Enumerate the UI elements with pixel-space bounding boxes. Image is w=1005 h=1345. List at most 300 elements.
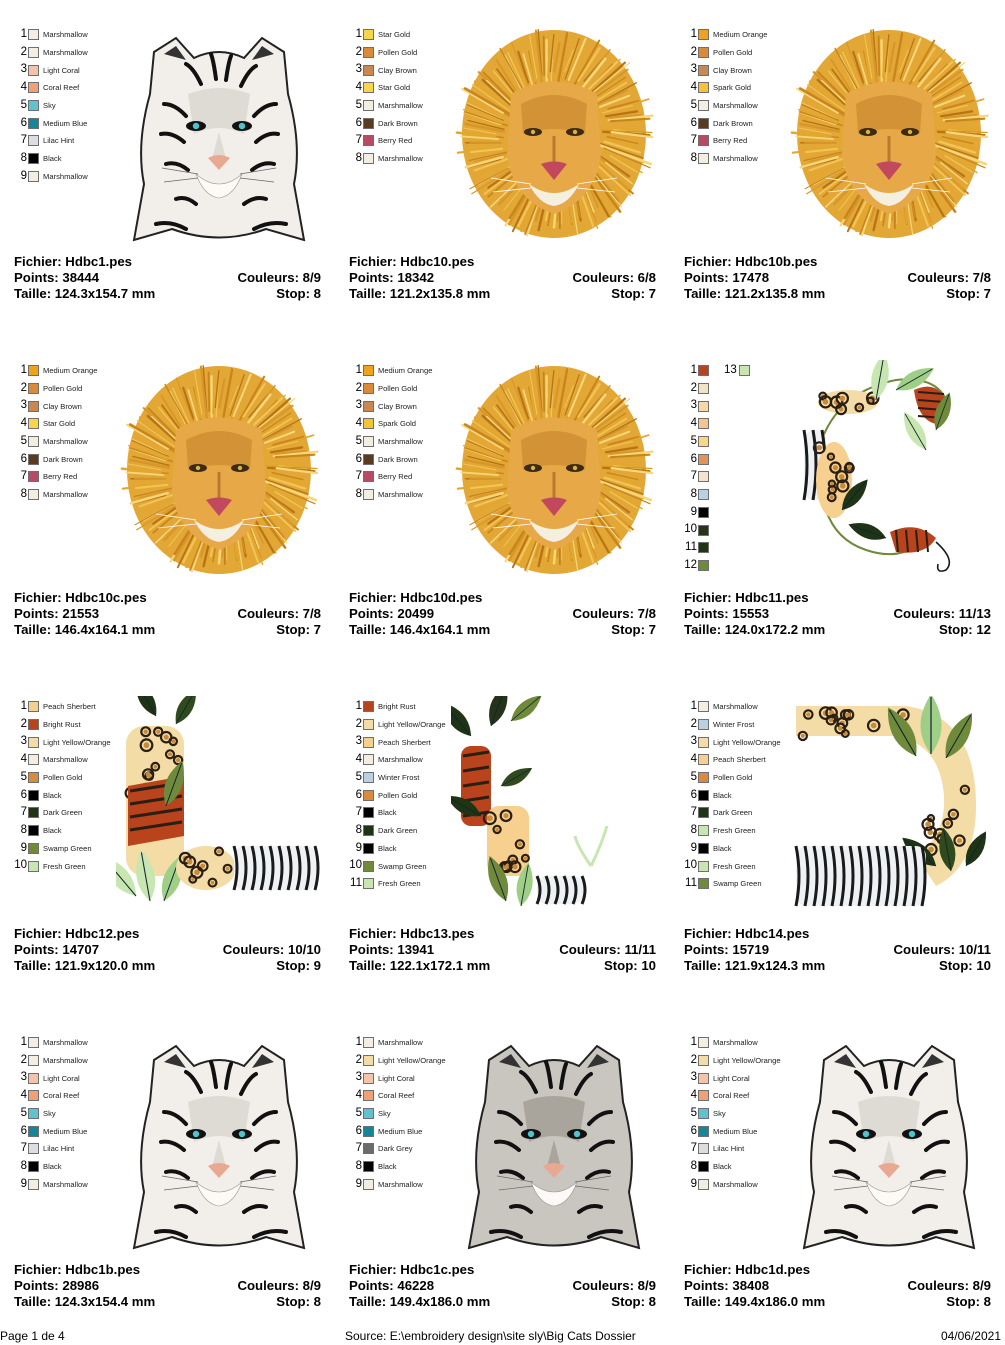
thread-swatch	[698, 471, 709, 482]
design-info	[684, 1262, 991, 1310]
thread-name: Pollen Gold	[43, 384, 83, 394]
thread-name: Pollen Gold	[378, 384, 418, 394]
thread-number: 5	[690, 434, 697, 447]
thread-name: Black	[713, 790, 732, 800]
thread-name: Winter Frost	[713, 720, 755, 730]
thread-name: Pollen Gold	[378, 790, 418, 800]
design-card	[670, 1008, 1005, 1344]
thread-name: Dark Green	[43, 808, 83, 818]
thread-swatch	[363, 1108, 374, 1119]
thread-swatch	[698, 82, 709, 93]
points-value: 14707	[62, 942, 100, 957]
thread-number: 8	[355, 487, 362, 500]
colors-value: 11/13	[958, 606, 991, 621]
thread-swatch	[698, 754, 709, 765]
embroidery-preview-image	[451, 696, 657, 916]
thread-number: 5	[690, 1106, 697, 1119]
file-name: Hdbc13.pes	[400, 926, 475, 941]
thread-swatch	[363, 436, 374, 447]
file-line	[349, 926, 656, 942]
thread-number: 3	[690, 63, 697, 76]
stop-field	[276, 622, 321, 638]
thread-name: Marshmallow	[713, 1038, 758, 1048]
thread-swatch	[28, 843, 39, 854]
thread-number: 2	[355, 1053, 362, 1066]
thread-number: 4	[355, 81, 362, 94]
points-field	[684, 270, 769, 286]
file-name: Hdbc1.pes	[65, 254, 132, 269]
thread-number: 5	[20, 434, 27, 447]
colors-field	[572, 270, 656, 286]
thread-swatch	[363, 843, 374, 854]
thread-swatch	[28, 790, 39, 801]
page-number: Page 1 de 4	[0, 1329, 65, 1343]
colors-value: 8/9	[302, 270, 321, 285]
thread-swatch	[363, 135, 374, 146]
thread-swatch	[698, 1108, 709, 1119]
thread-name: Pollen Gold	[378, 48, 418, 58]
points-colors-line	[684, 1278, 991, 1294]
thread-swatch	[698, 861, 709, 872]
design-info	[684, 590, 991, 638]
size-field	[349, 1294, 490, 1310]
thread-number: 1	[20, 1036, 27, 1049]
thread-number: 3	[355, 63, 362, 76]
design-info	[349, 590, 656, 638]
size-label: Taille:	[684, 622, 725, 637]
file-name: Hdbc10c.pes	[65, 590, 147, 605]
stop-value: 8	[983, 1294, 991, 1309]
thread-name: Swamp Green	[378, 861, 427, 871]
size-field	[684, 286, 825, 302]
stop-value: 9	[313, 958, 321, 973]
thread-swatch	[698, 1179, 709, 1190]
thread-swatch	[28, 47, 39, 58]
thread-number: 8	[355, 151, 362, 164]
points-label: Points:	[14, 1278, 63, 1293]
thread-name: Clay Brown	[713, 65, 752, 75]
thread-name: Marshmallow	[378, 1179, 423, 1189]
file-label: Fichier:	[349, 1262, 401, 1277]
thread-number: 2	[690, 381, 697, 394]
thread-name: Peach Sherbert	[378, 737, 431, 747]
points-colors-line	[14, 942, 321, 958]
thread-name: Dark Green	[378, 826, 418, 836]
thread-swatch	[363, 1055, 374, 1066]
thread-swatch	[363, 383, 374, 394]
thread-number: 1	[690, 28, 697, 41]
thread-swatch	[363, 1090, 374, 1101]
thread-name: Black	[378, 843, 397, 853]
thread-name: Light Coral	[713, 1073, 750, 1083]
thread-swatch	[363, 807, 374, 818]
thread-swatch	[363, 754, 374, 765]
stop-label: Stop:	[611, 286, 649, 301]
thread-swatch	[698, 100, 709, 111]
points-value: 18342	[397, 270, 435, 285]
thread-number: 6	[20, 788, 27, 801]
points-colors-line	[684, 942, 991, 958]
size-value: 121.2x135.8 mm	[389, 286, 491, 301]
thread-number: 3	[355, 399, 362, 412]
file-line	[14, 926, 321, 942]
thread-number: 3	[20, 1071, 27, 1084]
size-field	[684, 622, 825, 638]
thread-swatch	[363, 65, 374, 76]
thread-swatch	[28, 1090, 39, 1101]
thread-number: 7	[20, 134, 27, 147]
thread-swatch	[28, 1143, 39, 1154]
points-label: Points:	[684, 1278, 733, 1293]
stop-label: Stop:	[946, 1294, 984, 1309]
thread-name: Marshmallow	[378, 755, 423, 765]
size-label: Taille:	[349, 286, 390, 301]
thread-name: Light Yellow/Orange	[713, 1056, 781, 1066]
thread-name: Clay Brown	[378, 65, 417, 75]
thread-swatch	[28, 1126, 39, 1137]
points-field	[349, 1278, 434, 1294]
colors-field	[223, 942, 321, 958]
design-card	[670, 0, 1005, 336]
thread-name: Spark Gold	[713, 83, 751, 93]
thread-name: Dark Brown	[43, 454, 83, 464]
thread-number: 3	[20, 63, 27, 76]
points-label: Points:	[684, 942, 733, 957]
thread-name: Fresh Green	[713, 861, 756, 871]
thread-number: 3	[690, 399, 697, 412]
points-label: Points:	[684, 606, 733, 621]
size-field	[349, 958, 490, 974]
file-name: Hdbc1d.pes	[735, 1262, 811, 1277]
thread-name: Star Gold	[378, 30, 411, 40]
thread-swatch	[698, 542, 709, 553]
design-info	[684, 254, 991, 302]
thread-number: 3	[355, 735, 362, 748]
thread-swatch	[698, 1143, 709, 1154]
size-stop-line	[684, 622, 991, 638]
size-value: 121.9x124.3 mm	[724, 958, 826, 973]
points-label: Points:	[349, 942, 398, 957]
stop-label: Stop:	[603, 958, 642, 973]
points-value: 20499	[397, 606, 435, 621]
thread-number: 6	[690, 452, 697, 465]
colors-value: 8/9	[637, 1278, 656, 1293]
points-colors-line	[349, 270, 656, 286]
file-label: Fichier:	[684, 926, 736, 941]
design-info	[349, 254, 656, 302]
file-label: Fichier:	[349, 254, 401, 269]
thread-name: Peach Sherbert	[713, 755, 766, 765]
thread-name: Marshmallow	[713, 101, 758, 111]
stop-field	[611, 622, 656, 638]
thread-number: 9	[690, 841, 697, 854]
thread-name: Spark Gold	[378, 419, 416, 429]
stop-label: Stop:	[276, 286, 314, 301]
thread-name: Light Yellow/Orange	[43, 737, 111, 747]
thread-number: 1	[20, 28, 27, 41]
colors-field	[894, 606, 992, 622]
embroidery-preview-image	[451, 360, 657, 580]
thread-swatch	[698, 525, 709, 536]
thread-swatch	[28, 82, 39, 93]
design-info	[14, 1262, 321, 1310]
file-label: Fichier:	[349, 926, 401, 941]
thread-name: Marshmallow	[43, 1038, 88, 1048]
thread-number: 6	[355, 1124, 362, 1137]
thread-swatch	[28, 65, 39, 76]
thread-number: 2	[690, 717, 697, 730]
size-field	[14, 1294, 155, 1310]
thread-swatch	[28, 772, 39, 783]
thread-swatch	[363, 1126, 374, 1137]
thread-swatch	[363, 82, 374, 93]
thread-swatch	[363, 454, 374, 465]
thread-swatch	[28, 454, 39, 465]
thread-name: Lilac Hint	[43, 1144, 75, 1154]
thread-name: Marshmallow	[43, 437, 88, 447]
size-value: 146.4x164.1 mm	[389, 622, 491, 637]
stop-value: 7	[648, 286, 656, 301]
thread-number: 1	[690, 364, 697, 377]
stop-label: Stop:	[611, 1294, 649, 1309]
thread-name: Coral Reef	[378, 1091, 415, 1101]
stop-label: Stop:	[611, 622, 649, 637]
thread-name: Marshmallow	[43, 30, 88, 40]
thread-swatch	[28, 100, 39, 111]
stop-label: Stop:	[946, 286, 984, 301]
colors-value: 7/8	[302, 606, 321, 621]
points-colors-line	[349, 1278, 656, 1294]
thread-name: Star Gold	[43, 419, 76, 429]
thread-swatch	[28, 737, 39, 748]
stop-field	[946, 286, 991, 302]
thread-name: Coral Reef	[43, 1091, 80, 1101]
thread-swatch	[363, 153, 374, 164]
thread-name: Medium Orange	[378, 366, 433, 376]
thread-name: Sky	[713, 1109, 726, 1119]
thread-swatch	[28, 1108, 39, 1119]
size-label: Taille:	[14, 622, 55, 637]
thread-number: 6	[20, 1124, 27, 1137]
size-field	[684, 958, 825, 974]
size-stop-line	[349, 286, 656, 302]
thread-name: Marshmallow	[43, 1056, 88, 1066]
design-card	[0, 336, 335, 672]
thread-number: 5	[20, 1106, 27, 1119]
colors-label: Couleurs:	[559, 942, 625, 957]
thread-swatch	[363, 719, 374, 730]
thread-name: Pollen Gold	[43, 773, 83, 783]
size-value: 124.3x154.4 mm	[54, 1294, 156, 1309]
design-info	[349, 1262, 656, 1310]
embroidery-preview-image	[451, 24, 657, 244]
size-stop-line	[349, 1294, 656, 1310]
design-card	[0, 0, 335, 336]
thread-swatch	[698, 878, 709, 889]
stop-field	[939, 958, 991, 974]
thread-number: 5	[690, 98, 697, 111]
thread-swatch	[363, 737, 374, 748]
thread-name: Light Coral	[43, 65, 80, 75]
thread-color-row	[724, 362, 754, 380]
thread-swatch	[698, 436, 709, 447]
colors-field	[237, 270, 321, 286]
thread-swatch	[698, 29, 709, 40]
size-stop-line	[349, 622, 656, 638]
size-label: Taille:	[684, 1294, 725, 1309]
thread-swatch	[698, 118, 709, 129]
thread-number: 7	[690, 806, 697, 819]
thread-name: Black	[43, 826, 62, 836]
thread-number: 11	[350, 876, 362, 889]
thread-number: 4	[355, 753, 362, 766]
thread-number: 9	[20, 1177, 27, 1190]
thread-name: Medium Blue	[378, 1126, 423, 1136]
thread-number: 6	[20, 116, 27, 129]
thread-number: 4	[355, 1089, 362, 1102]
thread-swatch	[363, 29, 374, 40]
size-label: Taille:	[684, 958, 725, 973]
thread-number: 2	[690, 1053, 697, 1066]
stop-field	[611, 286, 656, 302]
design-card	[0, 1008, 335, 1344]
thread-number: 7	[690, 470, 697, 483]
embroidery-preview-image	[786, 696, 992, 916]
file-line	[684, 590, 991, 606]
size-field	[14, 958, 155, 974]
design-card	[335, 1008, 670, 1344]
size-stop-line	[349, 958, 656, 974]
size-label: Taille:	[349, 622, 390, 637]
thread-number: 1	[355, 700, 362, 713]
colors-field	[907, 1278, 991, 1294]
colors-label: Couleurs:	[237, 1278, 303, 1293]
thread-swatch	[363, 1037, 374, 1048]
colors-value: 6/8	[637, 270, 656, 285]
thread-swatch	[28, 1055, 39, 1066]
thread-name: Pollen Gold	[713, 48, 753, 58]
thread-number: 4	[690, 417, 697, 430]
colors-label: Couleurs:	[222, 942, 288, 957]
thread-number: 4	[20, 81, 27, 94]
file-line	[684, 926, 991, 942]
colors-label: Couleurs:	[572, 1278, 638, 1293]
thread-number: 1	[355, 28, 362, 41]
points-field	[14, 606, 99, 622]
thread-name: Star Gold	[378, 83, 411, 93]
size-value: 124.0x172.2 mm	[724, 622, 826, 637]
thread-number: 6	[355, 116, 362, 129]
thread-swatch	[28, 754, 39, 765]
thread-name: Pollen Gold	[713, 773, 753, 783]
size-value: 149.4x186.0 mm	[724, 1294, 826, 1309]
thread-number: 4	[690, 1089, 697, 1102]
thread-name: Sky	[43, 1109, 56, 1119]
thread-name: Black	[43, 154, 62, 164]
design-card	[335, 0, 670, 336]
thread-name: Berry Red	[378, 136, 413, 146]
design-card	[670, 336, 1005, 672]
thread-number: 10	[349, 859, 362, 872]
thread-name: Sky	[43, 101, 56, 111]
file-name: Hdbc14.pes	[735, 926, 810, 941]
colors-field	[572, 1278, 656, 1294]
thread-swatch	[363, 701, 374, 712]
stop-label: Stop:	[276, 622, 314, 637]
thread-number: 8	[20, 823, 27, 836]
points-colors-line	[14, 270, 321, 286]
embroidery-preview-image	[116, 24, 322, 244]
thread-number: 8	[355, 823, 362, 836]
thread-swatch	[363, 1073, 374, 1084]
colors-value: 11/11	[624, 942, 656, 957]
colors-value: 8/9	[302, 1278, 321, 1293]
stop-value: 8	[313, 1294, 321, 1309]
colors-label: Couleurs:	[893, 606, 959, 621]
thread-name: Berry Red	[378, 472, 413, 482]
thread-number: 6	[690, 788, 697, 801]
thread-swatch	[363, 118, 374, 129]
thread-name: Sky	[378, 1109, 391, 1119]
file-label: Fichier:	[14, 590, 66, 605]
thread-swatch	[363, 825, 374, 836]
thread-swatch	[28, 719, 39, 730]
thread-number: 8	[20, 1159, 27, 1172]
file-name: Hdbc1b.pes	[65, 1262, 141, 1277]
points-colors-line	[349, 942, 656, 958]
thread-swatch	[363, 1179, 374, 1190]
stop-value: 8	[313, 286, 321, 301]
thread-number: 1	[20, 700, 27, 713]
stop-label: Stop:	[276, 958, 314, 973]
thread-swatch	[698, 47, 709, 58]
size-stop-line	[684, 1294, 991, 1310]
size-stop-line	[14, 958, 321, 974]
file-line	[684, 1262, 991, 1278]
thread-swatch	[28, 825, 39, 836]
size-value: 122.1x172.1 mm	[389, 958, 491, 973]
thread-number: 4	[355, 417, 362, 430]
file-label: Fichier:	[349, 590, 401, 605]
thread-swatch	[28, 861, 39, 872]
thread-number: 1	[690, 700, 697, 713]
thread-number: 7	[690, 1142, 697, 1155]
points-value: 28986	[62, 1278, 100, 1293]
thread-name: Light Yellow/Orange	[713, 737, 781, 747]
thread-number: 9	[355, 1177, 362, 1190]
points-label: Points:	[349, 1278, 398, 1293]
thread-swatch	[739, 365, 750, 376]
thread-name: Peach Sherbert	[43, 702, 96, 712]
size-stop-line	[14, 1294, 321, 1310]
thread-name: Light Coral	[43, 1073, 80, 1083]
points-label: Points:	[14, 270, 63, 285]
points-label: Points:	[349, 270, 398, 285]
thread-swatch	[698, 1037, 709, 1048]
thread-name: Lilac Hint	[713, 1144, 745, 1154]
thread-number: 2	[355, 45, 362, 58]
colors-field	[559, 942, 656, 958]
size-value: 124.3x154.7 mm	[54, 286, 156, 301]
thread-number: 9	[20, 841, 27, 854]
thread-name: Marshmallow	[378, 490, 423, 500]
thread-swatch	[698, 719, 709, 730]
thread-name: Fresh Green	[43, 861, 86, 871]
file-name: Hdbc11.pes	[735, 590, 809, 605]
thread-swatch	[363, 878, 374, 889]
thread-swatch	[698, 153, 709, 164]
points-value: 38444	[62, 270, 100, 285]
